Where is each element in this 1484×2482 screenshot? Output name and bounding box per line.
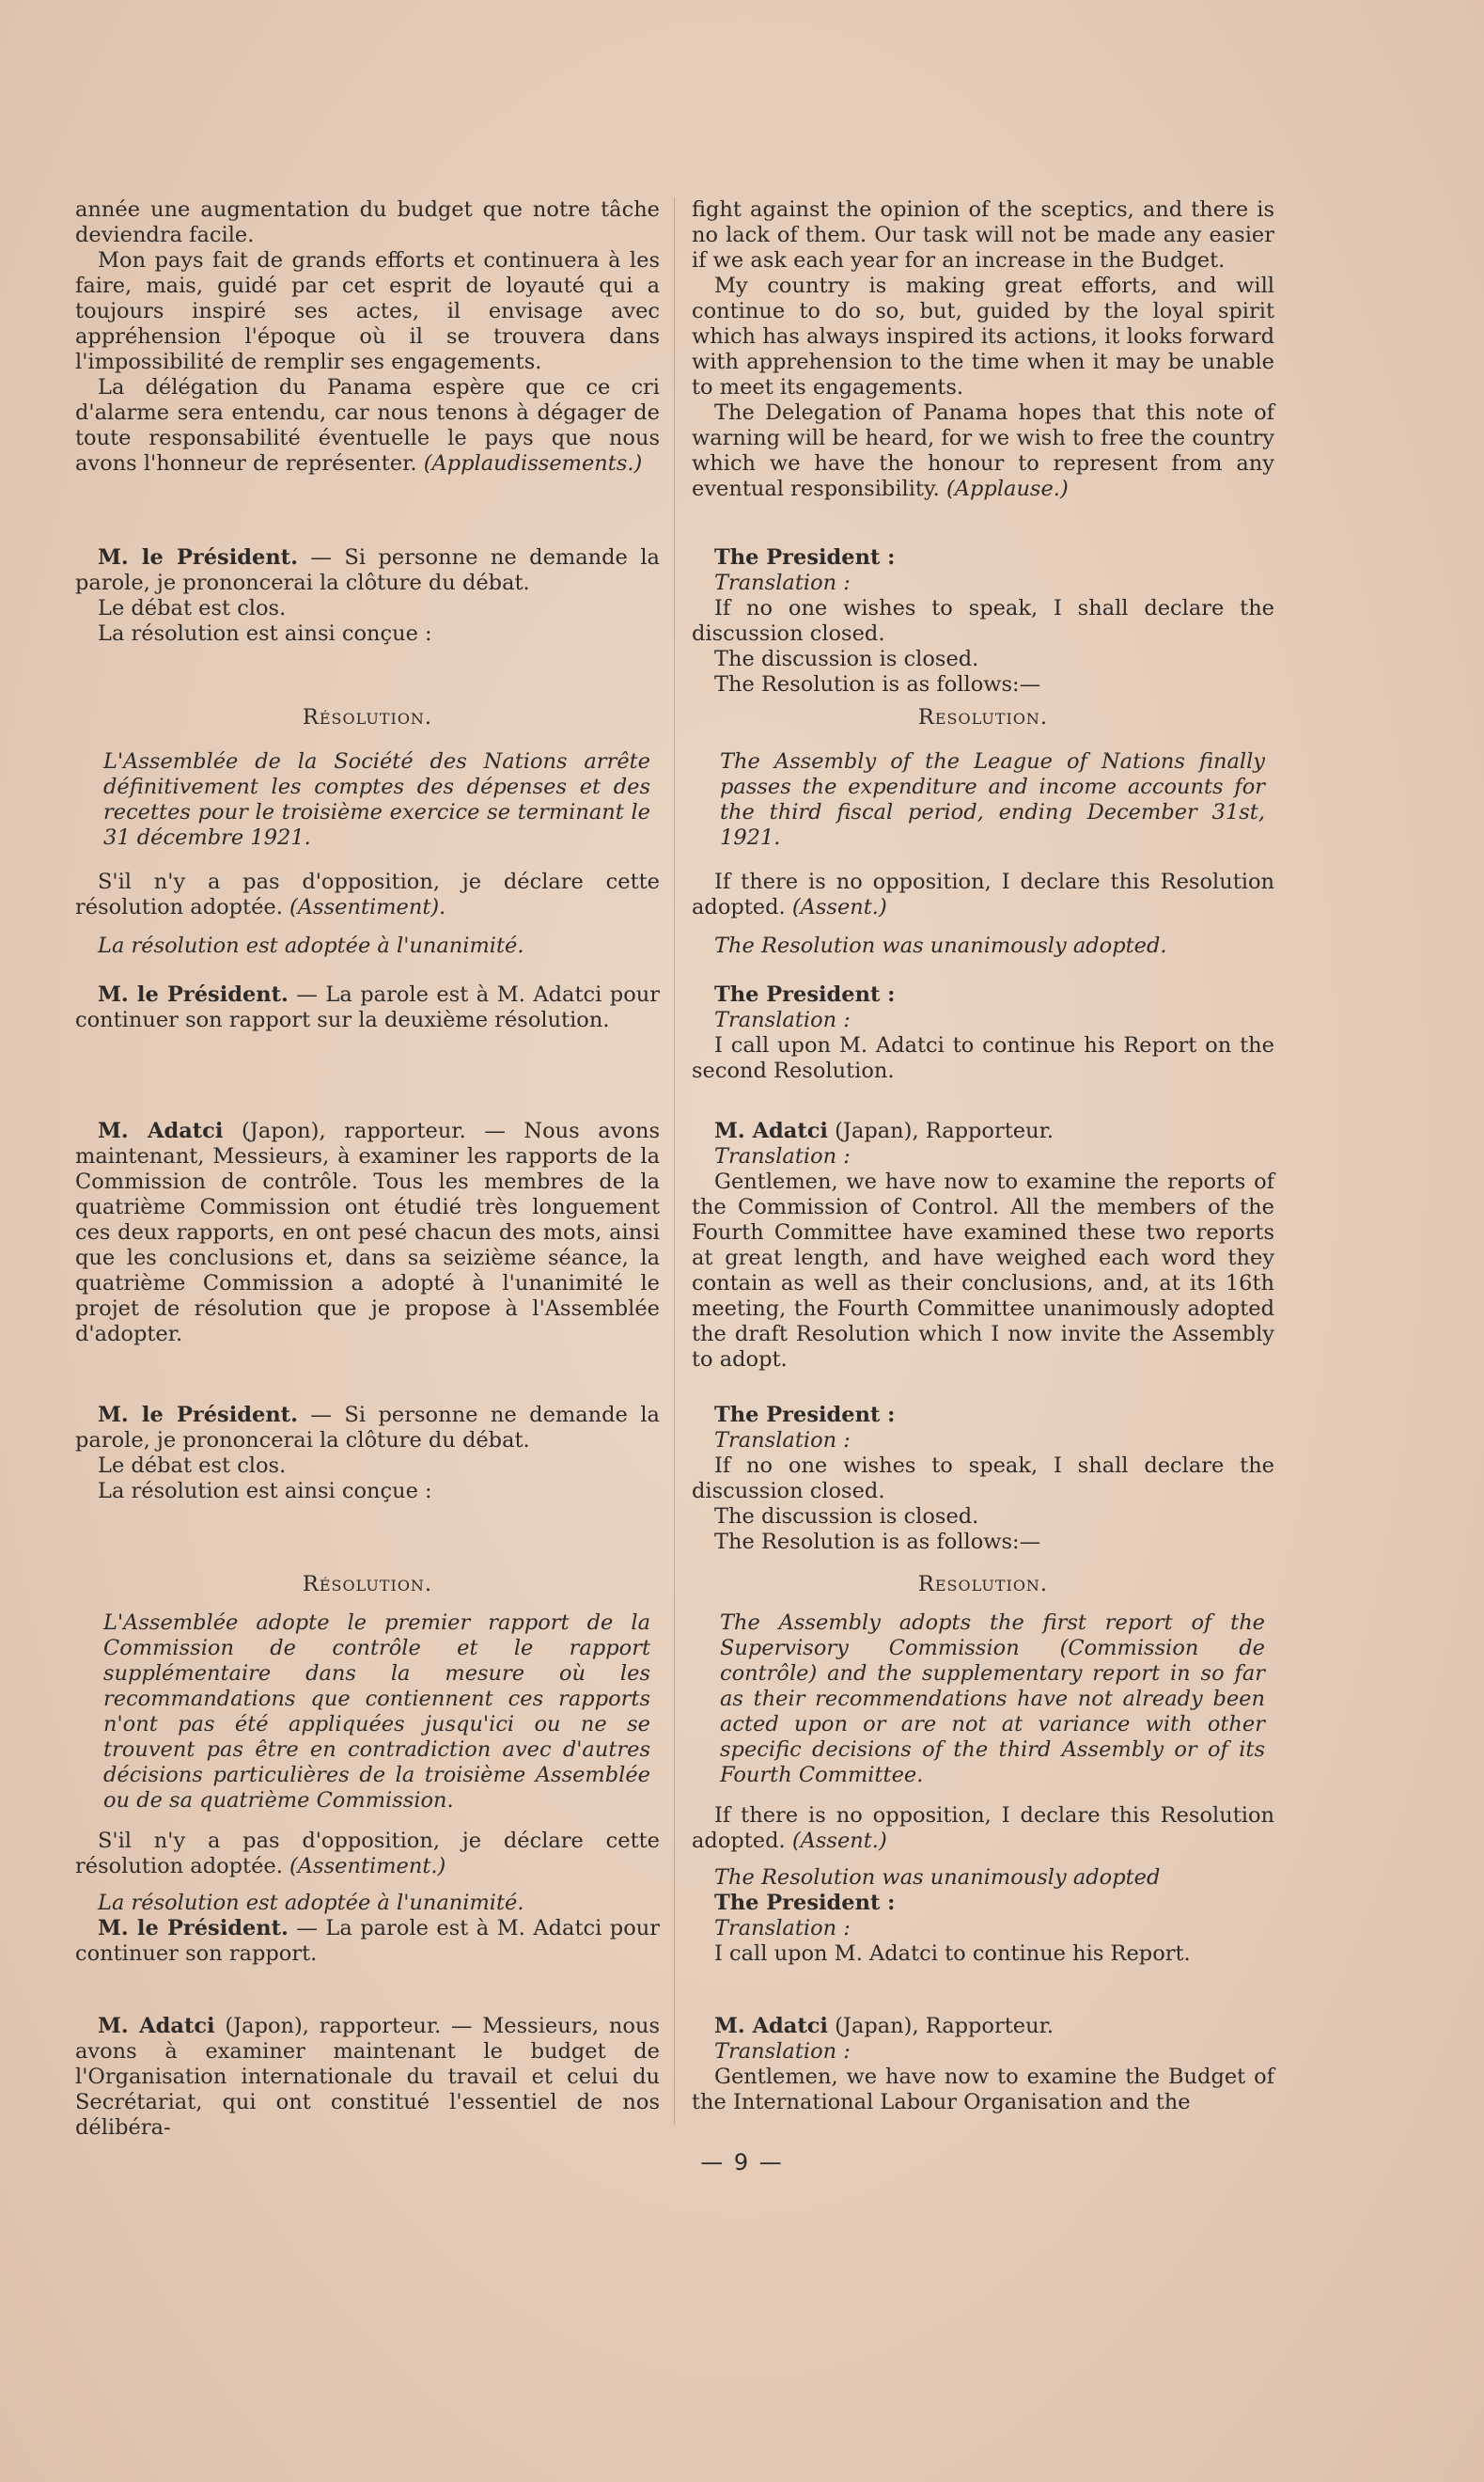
resolution-1-fr — [75, 705, 660, 959]
page-number: — 9 — — [700, 2149, 784, 2176]
paragraph: My country is making great efforts, and will continue to do so, but, guided by the loyal spirit which has always inspired its actions, it looks forward with apprehension to the time when it may be unable to meet its engagements. — [692, 274, 1274, 400]
adatci-report-2-en — [692, 2014, 1274, 2115]
resolution-2-en — [692, 1572, 1274, 1967]
paragraph: La résolution est ainsi conçue : — [98, 1479, 432, 1503]
paragraph: If no one wishes to speak, I shall declare the discussion closed. — [692, 1453, 1274, 1503]
paragraph: M. Adatci (Japan), Rapporteur. — [714, 2014, 1054, 2038]
speaker-name: M. Adatci — [98, 2014, 215, 2038]
paragraph: If there is no opposition, I declare this Resolution adopted. (Assent.) — [692, 870, 1274, 919]
translation-label: Translation : — [714, 1008, 851, 1032]
adatci-report-2-fr — [75, 2014, 660, 2141]
panama-speech-en — [692, 197, 1274, 502]
column-divider — [674, 197, 675, 2125]
paragraph: The discussion is closed. — [714, 1504, 979, 1529]
speaker-name: M. le Président. — [98, 1916, 289, 1940]
resolution-2-fr — [75, 1572, 660, 1967]
paragraph: The Resolution is as follows:— — [714, 1530, 1041, 1554]
adatci-report-1-fr — [75, 1119, 660, 1347]
resolution-text: L'Assemblée adopte le premier rapport de la Commission de contrôle et le rapport supplémentaire dans la mesure où les recommandations que contiennent ces rapports n'ont pas été appliquées jusqu'ici ou ne se trouvent pas être en contradiction avec d'autres décisions particulières de la troisième Assemblée ou de sa quatrième Commission. — [103, 1610, 650, 1813]
speaker-name: The President : — [714, 1891, 896, 1915]
paragraph: S'il n'y a pas d'opposition, je déclare cette résolution adoptée. (Assentiment). — [75, 870, 660, 919]
resolution-1-en — [692, 705, 1274, 959]
paragraph: Le débat est clos. — [98, 1453, 287, 1478]
paragraph: La résolution est ainsi conçue : — [98, 621, 432, 646]
resolution-heading: Resolution. — [917, 1572, 1049, 1596]
translation-label: Translation : — [714, 1428, 851, 1453]
paragraph: fight against the opinion of the sceptics, and there is no lack of them. Our task will not be made any easier if we ask each year for an increase in the Budget. — [692, 197, 1274, 273]
speaker-name: The President : — [714, 545, 896, 570]
resolution-heading: Resolution. — [917, 705, 1049, 730]
translation-label: Translation : — [714, 1144, 851, 1169]
resolution-text: L'Assemblée de la Société des Nations arrête définitivement les comptes des dépenses et des recettes pour le troisième exercice se terminant le 31 décembre 1921. — [103, 749, 650, 850]
paragraph: La délégation du Panama espère que ce cri d'alarme sera entendu, car nous tenons à dégager de toute responsabilité éventuelle le pays que nous avons l'honneur de représenter. (Applaudissements.) — [75, 375, 660, 476]
adatci-report-1-en — [692, 1119, 1274, 1373]
resolution-text: The Assembly of the League of Nations finally passes the expenditure and income accounts for the third fiscal period, ending December 31st, 1921. — [720, 749, 1265, 850]
paragraph: The Delegation of Panama hopes that this note of warning will be heard, for we wish to free the country which we have the honour to represent from any eventual responsibility. (Applause.) — [692, 401, 1274, 501]
panama-speech-fr — [75, 197, 660, 477]
adoption-note: The Resolution was unanimously adopted. — [714, 934, 1167, 958]
translation-label: Translation : — [714, 571, 851, 595]
paragraph: The Resolution is as follows:— — [714, 672, 1041, 697]
paragraph: M. Adatci (Japon), rapporteur. — Nous avons maintenant, Messieurs, à examiner les rapports de la Commission de contrôle. Tous les membres de la quatrième Commission ont étudié très longuement ces deux rapports, en ont pesé chacun des mots, ainsi que les conclusions et, dans sa seizième séance, la quatrième Commission a adopté à l'unanimité le projet de résolution que je propose à l'Assemblée d'adopter. — [75, 1119, 660, 1346]
paragraph: M. le Président. — Si personne ne demande la parole, je prononcerai la clôture du débat. — [75, 1403, 660, 1453]
speaker-name: M. Adatci — [98, 1119, 224, 1143]
adoption-note: The Resolution was unanimously adopted — [714, 1865, 1161, 1890]
president-remarks-2-en — [692, 982, 1274, 1084]
paragraph: If no one wishes to speak, I shall declare the discussion closed. — [692, 596, 1274, 646]
paragraph: If there is no opposition, I declare this Resolution adopted. (Assent.) — [692, 1803, 1274, 1853]
president-remarks-1-en — [692, 545, 1274, 698]
paragraph: Le débat est clos. — [98, 596, 287, 620]
paragraph: M. Adatci (Japon), rapporteur. — Messieurs, nous avons à examiner maintenant le budget de l'Organisation internationale du travail et celui du Secrétariat, qui ont constitué l'essentiel de nos délibéra- — [75, 2014, 661, 2140]
paragraph: Mon pays fait de grands efforts et continuera à les faire, mais, guidé par cet esprit de loyauté qui a toujours inspiré ses actes, il envisage avec appréhension l'époque où il se trouvera dans l'impossibilité de remplir ses engagements. — [75, 248, 660, 374]
speaker-name: M. Adatci — [714, 2014, 828, 2038]
speaker-name: M. le Président. — [98, 1403, 298, 1427]
speaker-name: The President : — [714, 1403, 896, 1427]
resolution-heading: Résolution. — [302, 705, 433, 730]
resolution-heading: Résolution. — [302, 1572, 433, 1596]
president-remarks-3-en — [692, 1403, 1274, 1555]
paragraph: M. le Président. — La parole est à M. Adatci pour continuer son rapport sur la deuxième résolution. — [75, 982, 660, 1032]
speaker-name: M. le Président. — [98, 982, 289, 1007]
president-remarks-1-fr — [75, 545, 660, 647]
speaker-name: The President : — [714, 982, 896, 1007]
paragraph: I call upon M. Adatci to continue his Report. — [714, 1941, 1191, 1966]
paragraph: année une augmentation du budget que notre tâche deviendra facile. — [75, 197, 660, 247]
adoption-note: La résolution est adoptée à l'unanimité. — [98, 1891, 524, 1915]
speaker-name: M. le Président. — [98, 545, 298, 570]
paragraph: Gentlemen, we have now to examine the Budget of the International Labour Organisation and the — [692, 2065, 1274, 2114]
president-remarks-3-fr — [75, 1403, 660, 1504]
resolution-text: The Assembly adopts the first report of the Supervisory Commission (Commission de contrôle) and the supplementary report in so far as their recommendations have not already been acted upon or are not at variance with other specific decisions of the third Assembly or of its Fourth Committee. — [720, 1610, 1265, 1787]
paragraph: Gentlemen, we have now to examine the reports of the Commission of Control. All the members of the Fourth Committee have examined these two reports at great length, and have weighed each word they contain as well as their conclusions, and, at its 16th meeting, the Fourth Committee unanimously adopted the draft Resolution which I now invite the Assembly to adopt. — [692, 1170, 1274, 1372]
speaker-name: M. Adatci — [714, 1119, 828, 1143]
translation-label: Translation : — [714, 2039, 851, 2064]
translation-label: Translation : — [714, 1916, 851, 1940]
adoption-note: La résolution est adoptée à l'unanimité. — [98, 934, 524, 958]
paragraph: M. Adatci (Japan), Rapporteur. — [714, 1119, 1054, 1143]
paragraph: The discussion is closed. — [714, 647, 979, 671]
paragraph: M. le Président. — La parole est à M. Adatci pour continuer son rapport. — [75, 1916, 660, 1966]
paragraph: S'il n'y a pas d'opposition, je déclare cette résolution adoptée. (Assentiment.) — [75, 1829, 660, 1878]
paragraph: I call upon M. Adatci to continue his Report on the second Resolution. — [692, 1033, 1274, 1083]
president-remarks-2-fr — [75, 982, 660, 1033]
paragraph: M. le Président. — Si personne ne demande la parole, je prononcerai la clôture du débat. — [75, 545, 660, 595]
